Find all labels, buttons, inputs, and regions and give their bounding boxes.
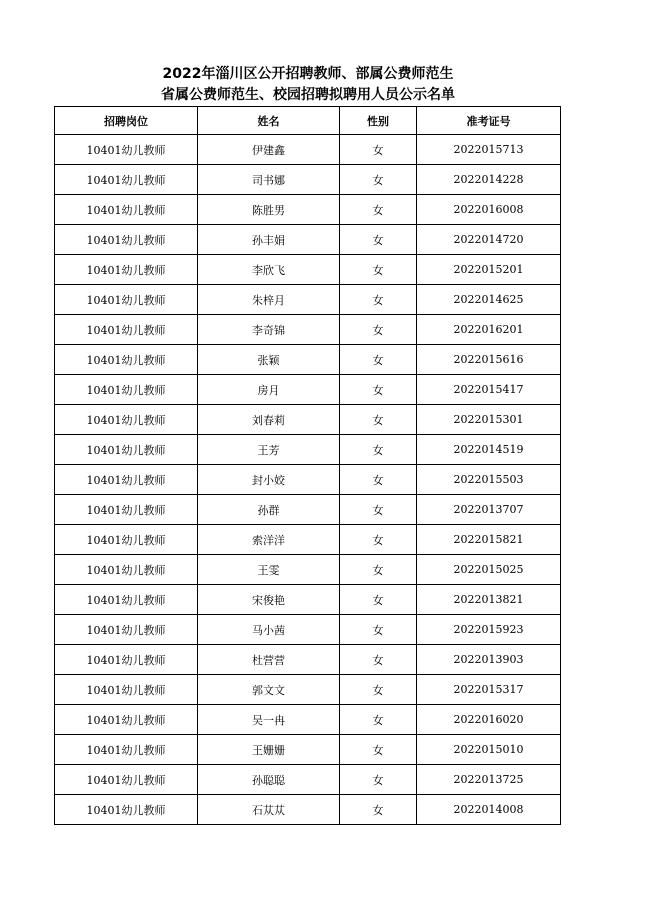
table-row [55,405,561,435]
cell-name: 王雯 [198,555,340,585]
cell-exam-number: 2022014008 [417,795,561,825]
table-row [55,165,561,195]
cell-gender: 女 [340,465,417,495]
cell-exam-number: 2022015503 [417,465,561,495]
header-exam-number: 准考证号 [417,107,561,135]
cell-exam-number: 2022015923 [417,615,561,645]
cell-gender: 女 [340,705,417,735]
cell-name: 宋俊艳 [198,585,340,615]
table-row [55,345,561,375]
table-row [55,255,561,285]
cell-position: 10401幼儿教师 [55,285,198,315]
cell-position: 10401幼儿教师 [55,675,198,705]
cell-gender: 女 [340,255,417,285]
cell-gender: 女 [340,495,417,525]
cell-gender: 女 [340,225,417,255]
cell-gender: 女 [340,525,417,555]
cell-position: 10401幼儿教师 [55,435,198,465]
cell-position: 10401幼儿教师 [55,735,198,765]
table-row [55,765,561,795]
cell-exam-number: 2022013821 [417,585,561,615]
cell-position: 10401幼儿教师 [55,135,198,165]
table-row [55,315,561,345]
cell-position: 10401幼儿教师 [55,765,198,795]
cell-position: 10401幼儿教师 [55,465,198,495]
cell-exam-number: 2022014625 [417,285,561,315]
cell-name: 杜营营 [198,645,340,675]
cell-gender: 女 [340,315,417,345]
header-name: 姓名 [198,107,340,135]
table-row [55,195,561,225]
cell-exam-number: 2022014519 [417,435,561,465]
cell-position: 10401幼儿教师 [55,165,198,195]
cell-exam-number: 2022016020 [417,705,561,735]
cell-gender: 女 [340,795,417,825]
cell-exam-number: 2022014720 [417,225,561,255]
table-row [55,735,561,765]
cell-exam-number: 2022015301 [417,405,561,435]
table-row [55,285,561,315]
page-title-line-2: 省属公费师范生、校园招聘拟聘用人员公示名单 [161,87,455,103]
table-row [55,225,561,255]
cell-name: 马小茜 [198,615,340,645]
cell-name: 吴一冉 [198,705,340,735]
page-title [0,64,616,106]
cell-gender: 女 [340,675,417,705]
cell-gender: 女 [340,645,417,675]
cell-position: 10401幼儿教师 [55,705,198,735]
table-body [55,135,561,825]
cell-gender: 女 [340,435,417,465]
cell-gender: 女 [340,135,417,165]
cell-exam-number: 2022016008 [417,195,561,225]
cell-name: 王芳 [198,435,340,465]
cell-gender: 女 [340,615,417,645]
cell-exam-number: 2022015821 [417,525,561,555]
cell-gender: 女 [340,735,417,765]
table-row [55,705,561,735]
cell-name: 索洋洋 [198,525,340,555]
cell-position: 10401幼儿教师 [55,795,198,825]
cell-position: 10401幼儿教师 [55,345,198,375]
cell-exam-number: 2022015417 [417,375,561,405]
cell-gender: 女 [340,285,417,315]
cell-exam-number: 2022014228 [417,165,561,195]
cell-gender: 女 [340,405,417,435]
cell-name: 房月 [198,375,340,405]
cell-position: 10401幼儿教师 [55,225,198,255]
cell-position: 10401幼儿教师 [55,195,198,225]
cell-gender: 女 [340,375,417,405]
cell-name: 李欣飞 [198,255,340,285]
cell-position: 10401幼儿教师 [55,255,198,285]
cell-name: 司书娜 [198,165,340,195]
cell-position: 10401幼儿教师 [55,495,198,525]
cell-gender: 女 [340,765,417,795]
table-row [55,375,561,405]
cell-gender: 女 [340,165,417,195]
cell-name: 孙丰娟 [198,225,340,255]
cell-exam-number: 2022013707 [417,495,561,525]
table-row [55,585,561,615]
cell-name: 孙聪聪 [198,765,340,795]
cell-position: 10401幼儿教师 [55,585,198,615]
cell-exam-number: 2022015616 [417,345,561,375]
table-row [55,525,561,555]
cell-position: 10401幼儿教师 [55,555,198,585]
cell-name: 石苁苁 [198,795,340,825]
cell-gender: 女 [340,195,417,225]
cell-name: 孙群 [198,495,340,525]
cell-name: 朱梓月 [198,285,340,315]
table-header-row [55,107,561,135]
table-row [55,495,561,525]
cell-exam-number: 2022016201 [417,315,561,345]
page-title-line-1: 2022年淄川区公开招聘教师、部属公费师范生 [162,66,454,82]
candidate-table [54,106,561,825]
cell-exam-number: 2022015201 [417,255,561,285]
table-row [55,135,561,165]
cell-gender: 女 [340,555,417,585]
cell-position: 10401幼儿教师 [55,525,198,555]
cell-name: 伊建鑫 [198,135,340,165]
table-row [55,435,561,465]
cell-exam-number: 2022015025 [417,555,561,585]
cell-exam-number: 2022013725 [417,765,561,795]
table-row [55,465,561,495]
table-row [55,615,561,645]
cell-name: 陈胜男 [198,195,340,225]
cell-position: 10401幼儿教师 [55,645,198,675]
cell-name: 郭文文 [198,675,340,705]
cell-exam-number: 2022015317 [417,675,561,705]
table-row [55,675,561,705]
cell-position: 10401幼儿教师 [55,375,198,405]
cell-name: 张颖 [198,345,340,375]
cell-position: 10401幼儿教师 [55,615,198,645]
cell-name: 刘春莉 [198,405,340,435]
cell-exam-number: 2022013903 [417,645,561,675]
table-row [55,795,561,825]
cell-exam-number: 2022015010 [417,735,561,765]
cell-position: 10401幼儿教师 [55,315,198,345]
header-position: 招聘岗位 [55,107,198,135]
cell-gender: 女 [340,585,417,615]
cell-name: 封小姣 [198,465,340,495]
cell-exam-number: 2022015713 [417,135,561,165]
table-row [55,645,561,675]
cell-gender: 女 [340,345,417,375]
header-gender: 性别 [340,107,417,135]
cell-name: 王姗姗 [198,735,340,765]
cell-name: 李奇锦 [198,315,340,345]
cell-position: 10401幼儿教师 [55,405,198,435]
table-row [55,555,561,585]
